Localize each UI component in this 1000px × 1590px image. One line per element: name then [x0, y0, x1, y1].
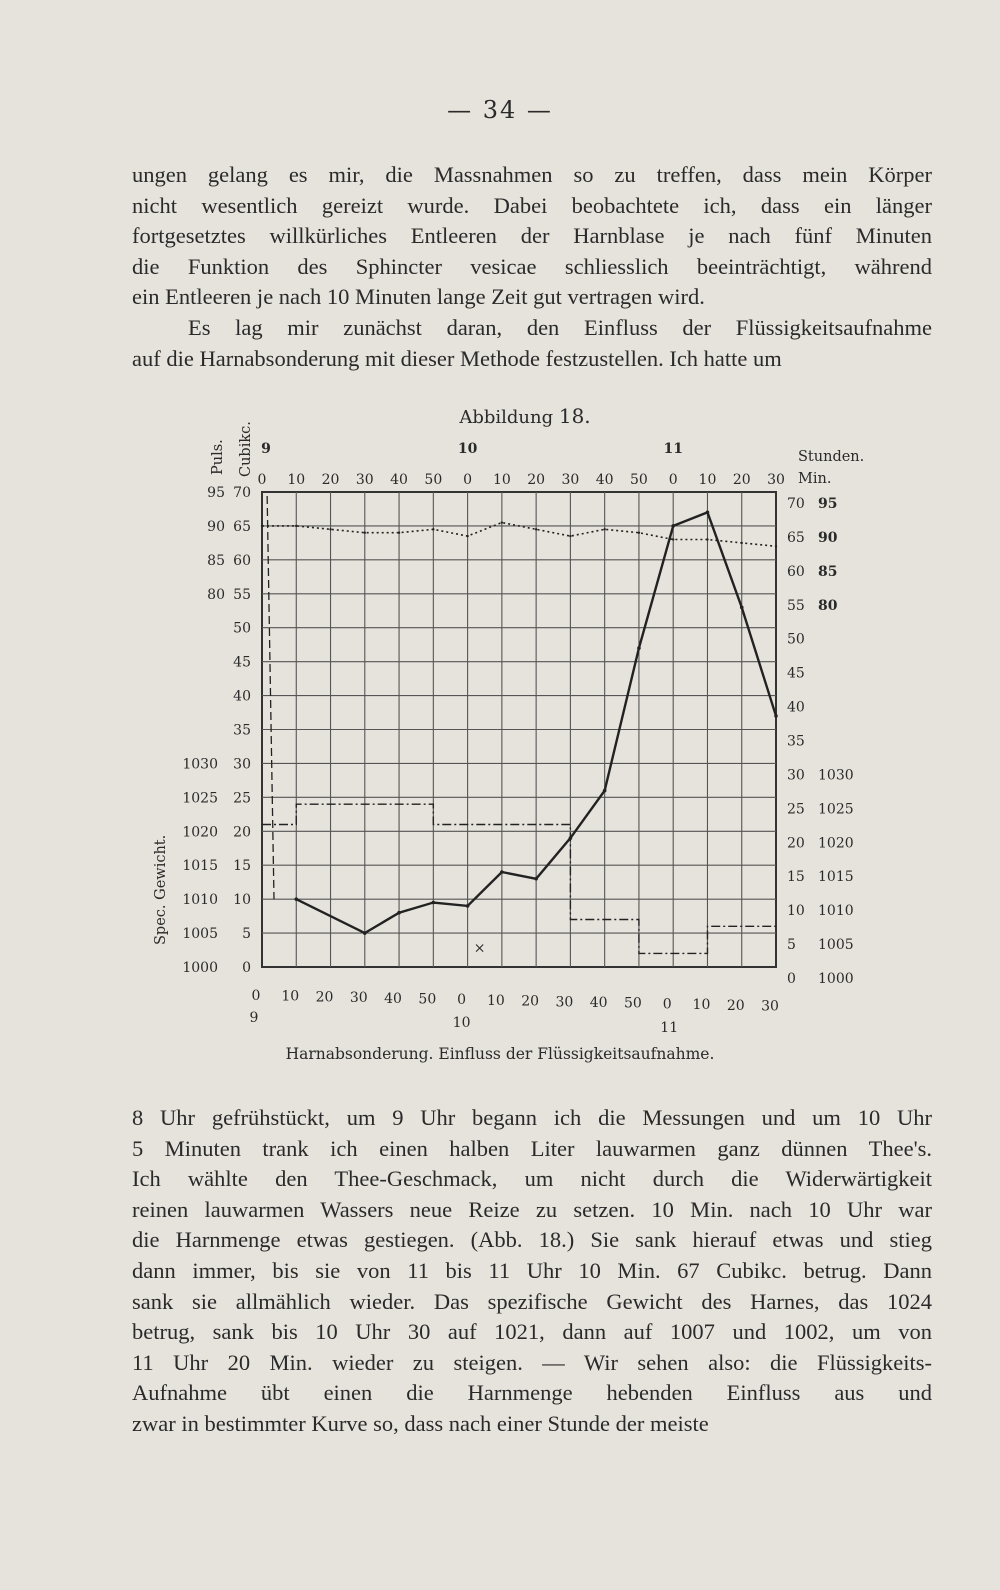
cubikc-tick-right: 40	[787, 699, 805, 716]
text-line: Es lag mir zunächst daran, den Einfluss der Flüssigkeitsaufnahme	[188, 314, 932, 340]
puls-point	[741, 542, 743, 544]
puls-axis-title: Puls.	[210, 439, 226, 475]
cubikc-tick-right: 35	[787, 733, 805, 750]
text-line: auf die Harnabsonderung mit dieser Methode festzustellen. Ich hatte um	[132, 345, 782, 371]
minute-tick-bottom: 30	[761, 998, 779, 1015]
harnmenge-point	[637, 646, 641, 650]
minute-tick-top: 20	[321, 472, 340, 488]
hour-label-bottom: 9	[249, 1010, 259, 1026]
harnmenge-point	[294, 897, 298, 901]
text-line: die Funktion des Sphincter vesicae schliesslich beeinträchtigt, während	[132, 253, 932, 279]
minute-tick-top: 30	[355, 472, 374, 488]
puls-point	[603, 528, 605, 530]
text-line: reinen lauwarmen Wassers neue Reize zu setzen. 10 Min. nach 10 Uhr war	[132, 1196, 932, 1222]
marker-x: ×	[473, 940, 486, 957]
text-line: die Harnmenge etwas gestiegen. (Abb. 18.) Sie sank hierauf etwas und stieg	[132, 1227, 932, 1253]
hour-label-bottom: 11	[660, 1020, 679, 1036]
series-spec-line	[262, 804, 776, 953]
spec-tick-left: 1000	[182, 960, 218, 976]
text-line: 11 Uhr 20 Min. wieder zu steigen. — Wir sehen also: die Flüssigkeits-	[132, 1349, 932, 1375]
stunden-label: Stunden.	[798, 449, 865, 465]
text-line: fortgesetztes willkürliches Entleeren der Harnblase je nach fünf Minuten	[132, 223, 932, 249]
minute-tick-top: 30	[767, 472, 785, 488]
puls-point	[398, 532, 400, 534]
minute-tick-top: 50	[630, 472, 648, 488]
spec-tick-right: 1025	[818, 801, 854, 818]
minute-tick-bottom: 40	[589, 995, 608, 1011]
minute-tick-top: 40	[595, 472, 614, 488]
spec-tick-left: 1030	[182, 756, 218, 773]
minute-tick-top: 10	[287, 472, 306, 488]
minute-tick-top: 0	[668, 472, 678, 488]
cubikc-tick-left: 45	[233, 654, 251, 671]
harnmenge-point	[397, 911, 401, 915]
minute-tick-bottom: 20	[726, 997, 745, 1014]
cubikc-tick-right: 5	[787, 937, 796, 954]
puls-point	[295, 525, 297, 527]
cubikc-tick-right: 0	[787, 971, 796, 987]
cubikc-tick-right: 15	[787, 869, 805, 886]
cubikc-tick-right: 20	[787, 835, 805, 852]
minute-tick-bottom: 10	[281, 988, 300, 1005]
minute-tick-top: 50	[424, 472, 443, 488]
cubikc-tick-right: 10	[787, 903, 805, 920]
minute-tick-bottom: 0	[662, 996, 672, 1013]
figure-caption-title: Abbildung	[459, 407, 554, 428]
spec-tick-right: 1030	[818, 767, 854, 784]
cubikc-tick-left: 65	[233, 518, 251, 535]
spec-tick-left: 1025	[182, 790, 218, 807]
spec-tick-right: 1005	[818, 937, 854, 954]
spec-tick-right: 1015	[818, 869, 854, 886]
puls-point	[261, 525, 263, 527]
minute-tick-bottom: 50	[418, 991, 437, 1008]
text-line: ungen gelang es mir, die Massnahmen so zu treffen, dass mein Körper	[132, 162, 932, 187]
figure-caption-number: 18.	[558, 404, 591, 428]
harnmenge-point	[500, 870, 504, 874]
minute-tick-bottom: 10	[486, 992, 505, 1009]
text-line: dann immer, bis sie von 11 bis 11 Uhr 10 Min. 67 Cubikc. betrug. Dann	[132, 1257, 932, 1283]
spec-tick-left: 1020	[182, 824, 218, 841]
minute-tick-top: 30	[561, 472, 580, 488]
puls-tick-left: 90	[207, 518, 225, 535]
puls-tick-right: 95	[818, 496, 838, 512]
harnmenge-point	[603, 789, 607, 793]
minute-tick-top: 0	[257, 472, 267, 488]
text-line: 5 Minuten trank ich einen halben Liter lauwarmen ganz dünnen Thee's.	[132, 1135, 932, 1161]
spec-tick-right: 1000	[818, 971, 854, 987]
text-line: sank sie allmählich wieder. Das spezifische Gewicht des Harnes, das 1024	[132, 1288, 932, 1314]
puls-tick-left: 80	[207, 586, 225, 603]
puls-tick-left: 85	[207, 552, 225, 569]
hour-label-top: 11	[663, 441, 683, 457]
spec-tick-left: 1005	[182, 926, 218, 943]
harnmenge-point	[774, 714, 778, 718]
puls-point	[706, 538, 708, 540]
text-line: 8 Uhr gefrühstückt, um 9 Uhr begann ich die Messungen und um 10 Uhr	[132, 1105, 932, 1130]
puls-tick-right: 85	[818, 563, 838, 580]
minute-tick-bottom: 30	[349, 990, 368, 1007]
spec-tick-left: 1010	[182, 892, 218, 909]
cubikc-tick-left: 25	[233, 790, 251, 807]
text-line: betrug, sank bis 10 Uhr 30 auf 1021, dann auf 1007 und 1002, um von	[132, 1319, 932, 1345]
minute-tick-bottom: 20	[521, 993, 540, 1010]
spec-axis-title: Spec. Gewicht.	[153, 834, 169, 945]
figure-caption-bottom: Harnabsonderung. Einfluss der Flüssigkeitsaufnahme.	[285, 1045, 715, 1063]
minute-tick-top: 40	[390, 472, 408, 488]
minute-tick-bottom: 10	[692, 997, 711, 1014]
cubikc-tick-right: 60	[787, 563, 805, 580]
cubikc-tick-left: 70	[233, 485, 251, 501]
min-label: Min.	[798, 471, 832, 487]
harnmenge-point	[432, 901, 436, 905]
harnmenge-point	[671, 524, 675, 528]
paragraph-bottom	[132, 1103, 932, 1440]
cubikc-tick-left: 60	[233, 552, 251, 569]
cubikc-axis-title: Cubikc.	[238, 421, 254, 477]
cubikc-tick-right: 65	[787, 529, 805, 546]
harnmenge-point	[363, 931, 367, 935]
cubikc-tick-left: 40	[233, 688, 251, 705]
cubikc-tick-left: 10	[233, 892, 251, 909]
minute-tick-top: 10	[698, 472, 717, 488]
text-line: Ich wählte den Thee-Geschmack, um nicht durch die Widerwärtigkeit	[132, 1166, 932, 1192]
hour-label-top: 9	[261, 441, 271, 457]
puls-point	[775, 545, 777, 547]
spec-tick-left: 1015	[182, 858, 218, 875]
puls-point	[535, 528, 537, 530]
minute-tick-bottom: 40	[384, 990, 402, 1007]
cubikc-tick-left: 20	[233, 824, 251, 841]
harnmenge-point	[706, 511, 710, 515]
cubikc-tick-left: 0	[242, 960, 251, 976]
puls-point	[466, 535, 468, 537]
puls-point	[432, 528, 434, 530]
cubikc-tick-left: 35	[233, 722, 251, 739]
puls-point	[638, 532, 640, 534]
cubikc-tick-right: 30	[787, 767, 805, 784]
minute-tick-bottom: 20	[315, 989, 334, 1006]
puls-point	[672, 538, 674, 540]
cubikc-tick-left: 50	[233, 620, 251, 637]
spec-tick-right: 1020	[818, 835, 854, 852]
page-number: — 34 —	[447, 96, 553, 124]
puls-point	[569, 535, 571, 537]
minute-tick-top: 10	[492, 472, 511, 488]
puls-point	[329, 528, 331, 530]
minute-tick-bottom: 0	[457, 992, 467, 1009]
harnmenge-point	[740, 606, 744, 610]
puls-point	[501, 521, 503, 523]
minute-tick-bottom: 30	[555, 994, 574, 1011]
spec-tick-right: 1010	[818, 903, 854, 920]
text-line: nicht wesentlich gereizt wurde. Dabei beobachtete ich, dass ein länger	[132, 192, 932, 218]
cubikc-tick-left: 55	[233, 586, 251, 603]
puls-tick-right: 90	[818, 529, 838, 546]
hour-label-top: 10	[457, 441, 478, 457]
cubikc-tick-right: 55	[787, 597, 805, 614]
minute-tick-top: 0	[463, 472, 473, 488]
puls-point	[364, 532, 366, 534]
cubikc-tick-right: 70	[787, 496, 805, 512]
minute-tick-top: 20	[732, 472, 751, 488]
cubikc-tick-left: 15	[233, 858, 251, 875]
cubikc-tick-right: 45	[787, 665, 805, 682]
cubikc-tick-left: 30	[233, 756, 251, 773]
minute-tick-bottom: 50	[624, 995, 642, 1012]
cubikc-tick-left: 5	[242, 926, 251, 943]
text-line: Aufnahme übt einen die Harnmenge hebenden Einfluss aus und	[132, 1380, 932, 1406]
puls-tick-right: 80	[818, 597, 838, 614]
minute-tick-top: 20	[527, 472, 546, 488]
series-harnmenge-initial-drop	[267, 496, 274, 899]
hour-label-bottom: 10	[452, 1015, 471, 1031]
harnmenge-point	[569, 836, 573, 840]
minute-tick-bottom: 0	[251, 988, 261, 1004]
text-line: ein Entleeren je nach 10 Minuten lange Zeit gut vertragen wird.	[132, 284, 705, 310]
harnmenge-point	[466, 904, 470, 908]
puls-tick-left: 95	[207, 485, 225, 501]
harnmenge-point	[534, 877, 538, 881]
cubikc-tick-right: 25	[787, 801, 805, 818]
cubikc-tick-right: 50	[787, 631, 805, 648]
text-line: zwar in bestimmter Kurve so, dass nach einer Stunde der meiste	[132, 1410, 709, 1436]
